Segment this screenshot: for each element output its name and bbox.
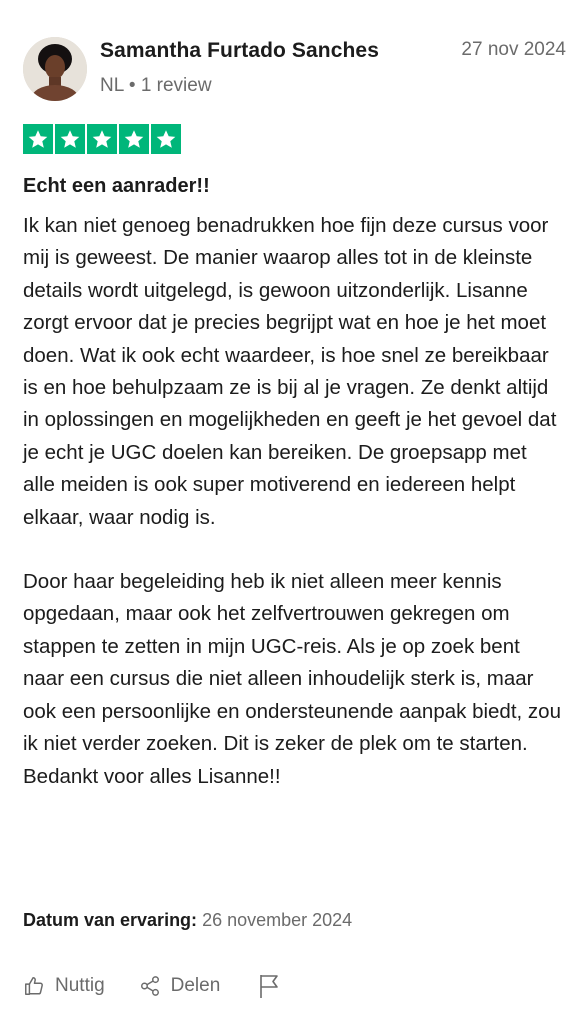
share-button[interactable]	[139, 975, 221, 997]
flag-icon	[258, 973, 280, 999]
meta-separator: •	[128, 75, 136, 96]
share-label: Delen	[170, 975, 221, 996]
review-actions	[23, 973, 290, 999]
share-icon	[139, 975, 161, 997]
star-icon	[87, 124, 117, 154]
reviewer-name[interactable]: Samantha Furtado Sanches	[100, 39, 379, 62]
report-button[interactable]	[258, 973, 290, 999]
review-title: Echt een aanrader!!	[23, 175, 210, 197]
review-paragraph: Ik kan niet genoeg benadrukken hoe fijn deze cursus voor mij is geweest. De manier waarop alles tot in de kleinste details wordt uitgelegd, is gewoon uitzonderlijk. Lisanne zorgt ervoor dat je precies begrijpt wat en hoe je het moet doen. Wat ik ook echt waardeer, is hoe snel ze bereikbaar is en hoe behulpzaam ze is bij al je vragen. Ze denkt altijd in oplossingen en mogelijkheden en geeft je het gevoel dat je echt je UGC doelen kan bereiken. De groepsapp met alle meiden is ook super motiverend en iedereen helpt elkaar, waar nodig is.	[23, 214, 557, 529]
review-paragraph: Door haar begeleiding heb ik niet alleen meer kennis opgedaan, maar ook het zelfvertrouwen gekregen om stappen te zetten in mijn UGC-reis. Als je op zoek bent naar een cursus die niet alleen inhoudelijk sterk is, maar ook een persoonlijke en ondersteunende aanpak biedt, zou ik niet verder zoeken. Dit is zeker de plek om te starten. Bedankt voor alles Lisanne!!	[23, 570, 561, 788]
star-icon	[119, 124, 149, 154]
useful-button[interactable]	[23, 975, 105, 997]
thumbs-up-icon	[23, 975, 45, 997]
reviewer-country: NL	[100, 75, 124, 96]
review-body	[23, 210, 563, 793]
review-count: 1 review	[140, 75, 212, 96]
star-icon	[23, 124, 53, 154]
review-header	[23, 37, 566, 103]
star-icon	[151, 124, 181, 154]
reviewer-meta	[100, 75, 212, 97]
avatar[interactable]	[23, 37, 87, 101]
experience-label: Datum van ervaring:	[23, 910, 198, 930]
useful-label: Nuttig	[55, 975, 105, 996]
experience-date	[23, 910, 352, 931]
star-icon	[55, 124, 85, 154]
experience-value: 26 november 2024	[202, 910, 353, 930]
star-rating	[23, 124, 181, 154]
review-date: 27 nov 2024	[461, 39, 566, 60]
